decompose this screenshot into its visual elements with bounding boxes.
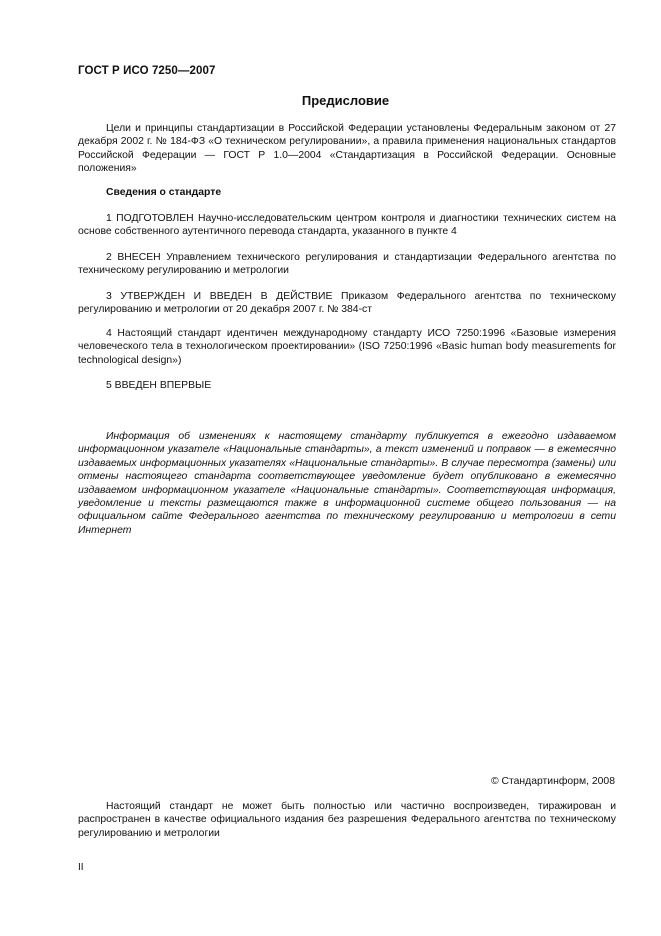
item-1-text: 1 ПОДГОТОВЛЕН Научно-исследовательским центром контроля и диагностики технических систем на основе собственного аутентичного перевода стандарта, указанного в пункте 4 (78, 213, 616, 238)
changes-notice (78, 430, 616, 537)
changes-notice-text: Информация об изменениях к настоящему стандарту публикуется в ежегодно издаваемом информационном указателе «Национальные стандарты», а текст изменений и поправок — в ежемесячно издаваемых информационных указателях «Национальные стандарты». В случае пересмотра (замены) или отмены настоящего стандарта соответствующее уведомление будет опубликовано в ежемесячно издаваемом информационном указателе «Национальные стандарты». Соответствующая информация, уведомление и тексты размещаются также в информационной системе общего пользования — на официальном сайте Федерального агентства по техническому регулированию и метрологии в сети Интернет (78, 431, 616, 536)
document-code: ГОСТ Р ИСО 7250—2007 (78, 65, 216, 77)
reproduction-notice (78, 800, 616, 840)
item-5-text: 5 ВВЕДЕН ВПЕРВЫЕ (106, 380, 212, 391)
item-2-text: 2 ВНЕСЕН Управлением технического регулирования и стандартизации Федерального агентства по техническому регулированию и метрологии (78, 252, 616, 277)
item-3 (78, 290, 616, 317)
page-number: II (78, 862, 84, 873)
intro-paragraph (78, 122, 616, 176)
item-3-text: 3 УТВЕРЖДЕН И ВВЕДЕН В ДЕЙСТВИЕ Приказом Федерального агентства по техническому регулированию и метрологии от 20 декабря 2007 г. № 384-ст (78, 291, 616, 316)
item-4-text: 4 Настоящий стандарт идентичен международному стандарту ИСО 7250:1996 «Базовые измерения человеческого тела в технологическом проектировании» (ISO 7250:1996 «Basic human body measurements for technological design») (78, 328, 616, 366)
intro-text: Цели и принципы стандартизации в Российской Федерации установлены Федеральным законом от 27 декабря 2002 г. № 184-ФЗ «О техническом регулировании», а правила применения национальных стандартов Российской Федерации — ГОСТ Р 1.0—2004 «Стандартизация в Российской Федерации. Основные положения» (78, 123, 616, 175)
item-5 (78, 379, 616, 392)
item-2 (78, 251, 616, 278)
copyright: © Стандартинформ, 2008 (490, 776, 615, 787)
item-4 (78, 327, 616, 367)
page-title: Предисловие (301, 93, 390, 108)
standard-info-heading: Сведения о стандарте (106, 187, 222, 198)
item-1 (78, 212, 616, 239)
reproduction-notice-text: Настоящий стандарт не может быть полностью или частично воспроизведен, тиражирован и распространен в качестве официального издания без разрешения Федерального агентства по техническому регулированию и метрологии (78, 801, 616, 839)
